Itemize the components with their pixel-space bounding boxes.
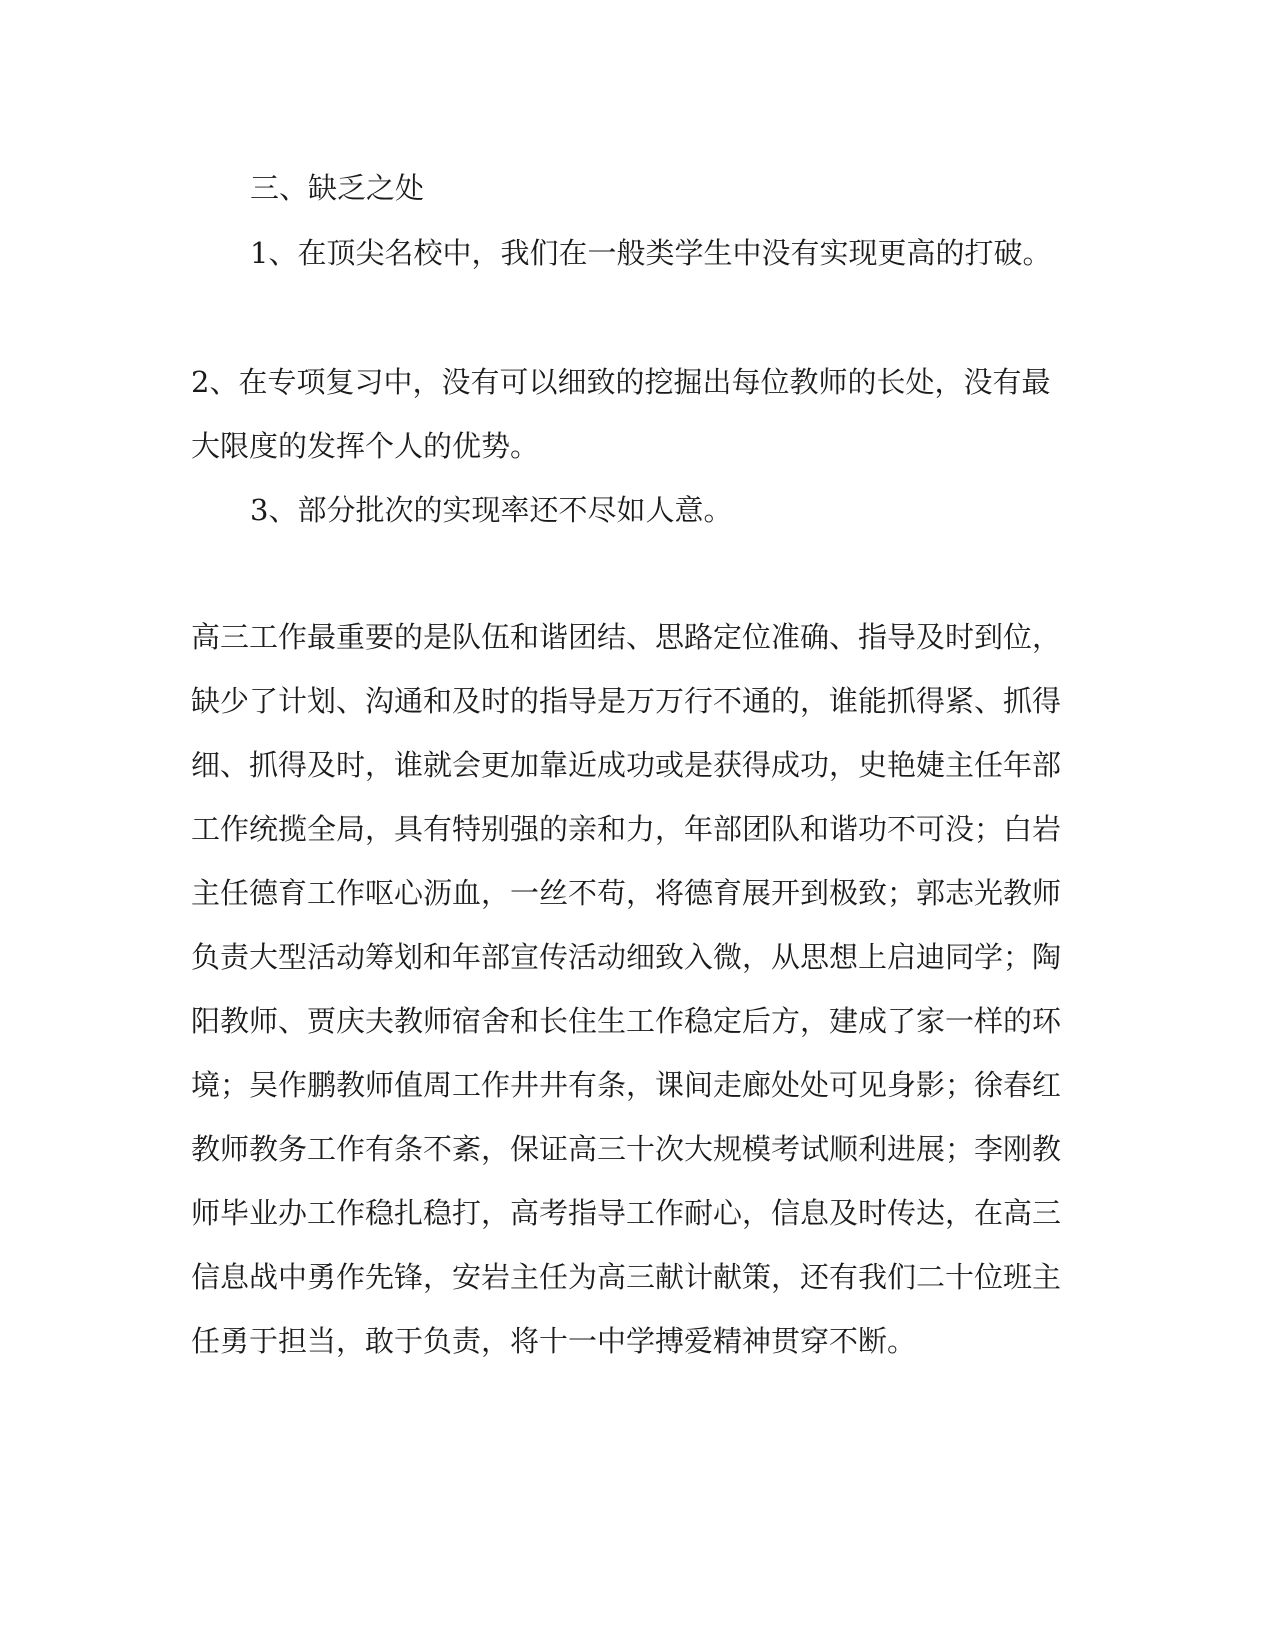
list-item-2: 2、在专项复习中，没有可以细致的挖掘出每位教师的长处，没有最大限度的发挥个人的优势。 xyxy=(191,365,1051,463)
list-item-3: 3、部分批次的实现率还不尽如人意。 xyxy=(250,493,733,527)
list-item-1: 1、在顶尖名校中，我们在一般类学生中没有实现更高的打破。 xyxy=(250,236,1052,270)
section-heading: 三、缺乏之处 xyxy=(250,171,425,205)
summary-paragraph: 高三工作最重要的是队伍和谐团结、思路定位准确、指导及时到位，缺少了计划、沟通和及时的指导是万万行不通的，谁能抓得紧、抓得细、抓得及时，谁就会更加靠近成功或是获得成功，史艳婕主任年部工作统揽全局，具有特别强的亲和力，年部团队和谐功不可没；白岩主任德育工作呕心沥血，一丝不苟，将德育展开到极致；郭志光教师负责大型活动筹划和年部宣传活动细致入微，从思想上启迪同学；陶阳教师、贾庆夫教师宿舍和长住生工作稳定后方，建成了家一样的环境；吴作鹏教师值周工作井井有条，课间走廊处处可见身影；徐春红教师教务工作有条不紊，保证高三十次大规模考试顺利进展；李刚教师毕业办工作稳扎稳打，高考指导工作耐心，信息及时传达，在高三信息战中勇作先锋，安岩主任为高三献计献策，还有我们二十位班主任勇于担当，敢于负责，将十一中学搏爱精神贯穿不断。 xyxy=(191,620,1062,1358)
